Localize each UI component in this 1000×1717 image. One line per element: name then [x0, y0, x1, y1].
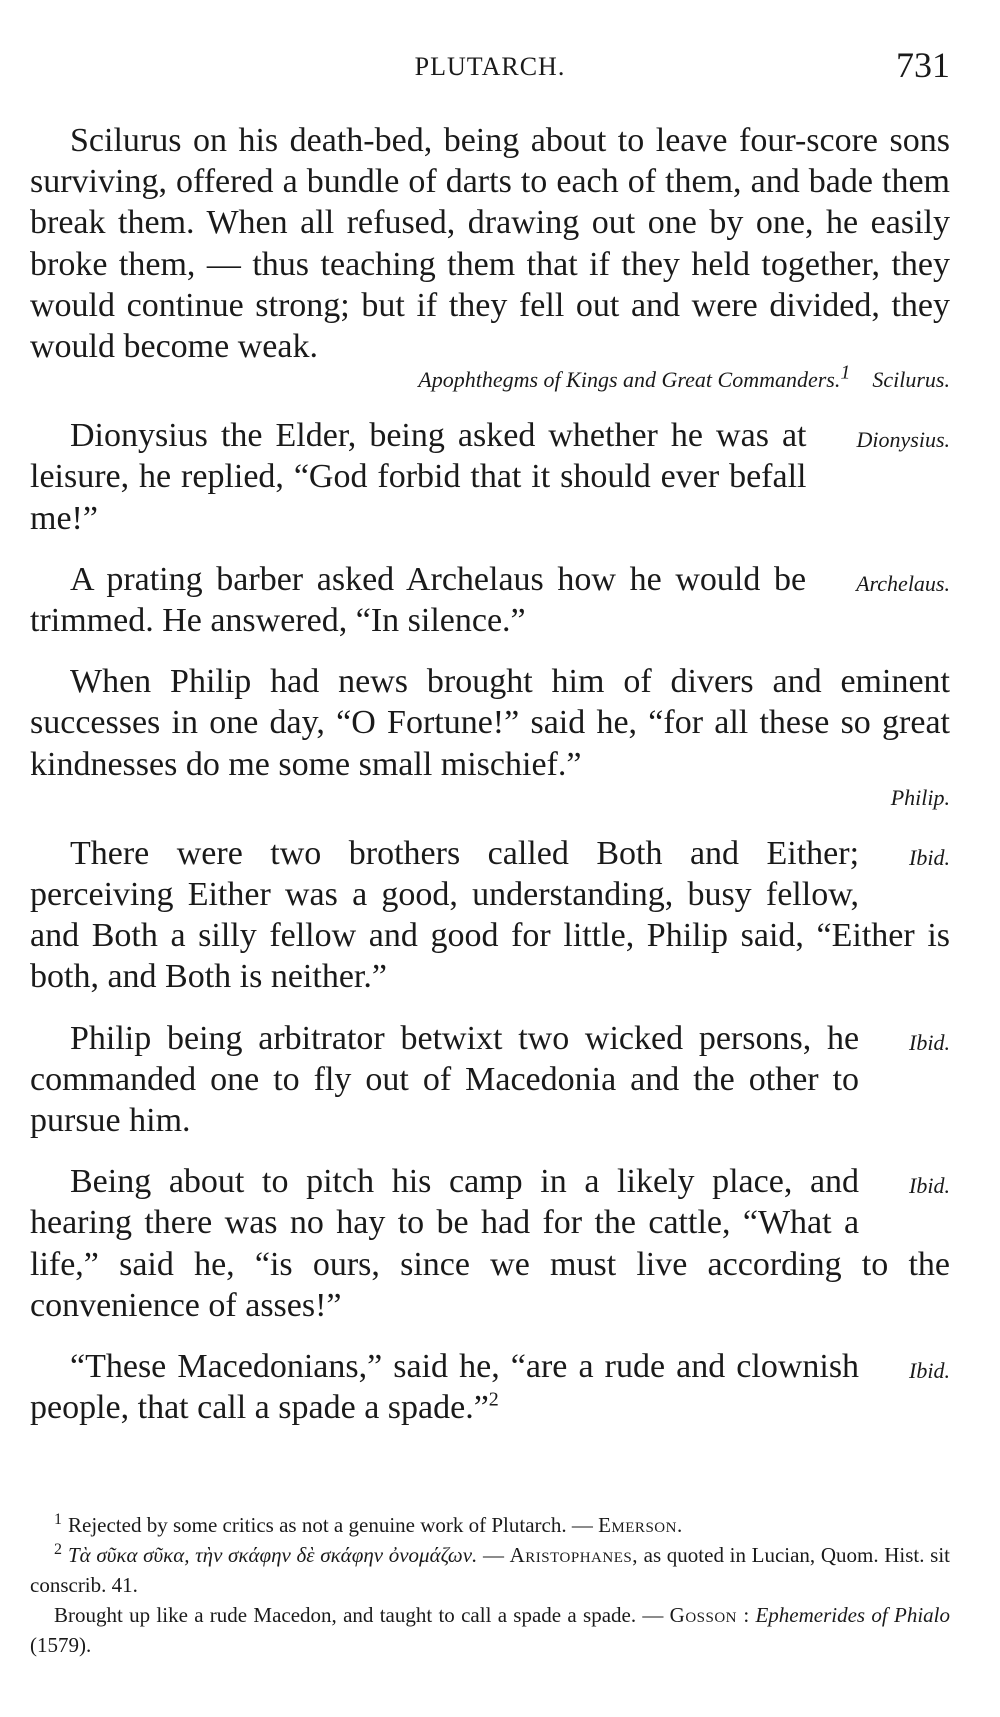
quotation-text: When Philip had news brought him of divers and eminent successes in one day, “O Fortune!” said he, “for all these so great kindnesses do me some small mischief.”	[30, 663, 950, 783]
quotation-text	[30, 559, 950, 641]
quotation-body: “These Macedonians,” said he, “are a rude and clownish people, that call a spade a spade.”	[30, 1348, 860, 1427]
footnote-1	[30, 1510, 950, 1540]
running-head	[30, 44, 950, 90]
quotation-entry	[30, 559, 950, 641]
footnote-year: (1579).	[30, 1633, 92, 1657]
quotation-entry	[30, 1018, 950, 1142]
page-number: 731	[896, 45, 950, 85]
quotation-body: Philip being arbitrator betwixt two wicked persons, he commanded one to fly out of Macedonia and the other to pursue him.	[30, 1019, 860, 1140]
quotation-source	[30, 361, 950, 395]
footnote-work-title: Ephemerides of Phialo	[755, 1603, 950, 1627]
footnote-sep: :	[737, 1603, 756, 1627]
quotation-entry	[30, 661, 950, 813]
quotation-text: Scilurus on his death-bed, being about to leave four-score sons surviving, offered a bundle of darts to each of them, and bade them break them. When all refused, drawing out one by one, he easily broke them, — thus teaching them that if they held together, they would continue strong; but if they fell out and were divided, they would become weak.	[30, 122, 950, 366]
quotation-text	[30, 1161, 950, 1326]
quotation-text	[30, 1346, 950, 1428]
footnote-number: 2	[54, 1541, 62, 1558]
footnote-2	[30, 1540, 950, 1600]
footnote-ref: 2	[488, 1388, 499, 1411]
footnote-author: Aristophanes,	[509, 1543, 638, 1567]
quotation-source: Ibid.	[909, 1173, 950, 1199]
quotation-entry	[30, 1161, 950, 1326]
footnote-author: Gosson	[669, 1603, 738, 1627]
quotation-source: Ibid.	[909, 844, 950, 870]
quotation-entry	[30, 833, 950, 998]
footnote-author: Emerson.	[598, 1513, 683, 1537]
book-page	[30, 0, 950, 1717]
quotation-body: There were two brothers called Both and Either; perceiving Either was a good, understanding, busy fellow, and Both a silly fellow and good for little, Philip said, “Either is both, and Both is neither.”	[30, 834, 950, 996]
quotation-text	[30, 415, 950, 539]
footnote-number: 1	[54, 1511, 62, 1528]
footnote-3	[30, 1600, 950, 1660]
source-name: Scilurus.	[872, 367, 950, 393]
source-title: Apophthegms of Kings and Great Commanders.	[418, 367, 841, 393]
quotation-entry	[30, 415, 950, 539]
quotation-source: Ibid.	[909, 1029, 950, 1055]
quotation-entry	[30, 120, 950, 395]
footnote-ref: 1	[840, 361, 851, 384]
footnote-text: Rejected by some critics as not a genuine work of Plutarch. —	[68, 1513, 593, 1537]
quotation-body: Dionysius the Elder, being asked whether he was at leisure, he replied, “God forbid that it should ever befall me!”	[30, 417, 807, 537]
footnote-dash: —	[477, 1543, 510, 1567]
quotation-body: A prating barber asked Archelaus how he would be trimmed. He answered, “In silence.”	[30, 560, 807, 640]
footnotes	[30, 1510, 950, 1660]
footnote-greek: Τὰ σῦκα σῦκα, τὴν σκάφην δὲ σκάφην ὀνομάζων.	[68, 1543, 478, 1567]
quotation-source: Dionysius.	[856, 427, 950, 453]
footnote-text: Brought up like a rude Macedon, and taught to call a spade a spade. —	[54, 1603, 664, 1627]
quotation-source: Archelaus.	[856, 570, 950, 596]
quotation-body: Being about to pitch his camp in a likely place, and hearing there was no hay to be had for the cattle, “What a life,” said he, “is ours, since we must live according to the convenience of asses!”	[30, 1163, 950, 1324]
quotation-text	[30, 1018, 950, 1142]
quotation-text	[30, 833, 950, 998]
quotation-entry	[30, 1346, 950, 1428]
quotation-source: Philip.	[890, 784, 950, 810]
quotation-source: Ibid.	[909, 1358, 950, 1384]
page-body	[30, 120, 950, 1448]
footnote-text: as quoted in Lucian, Quom. Hist. sit conscrib. 41.	[30, 1543, 951, 1597]
running-title: PLUTARCH.	[414, 52, 566, 81]
